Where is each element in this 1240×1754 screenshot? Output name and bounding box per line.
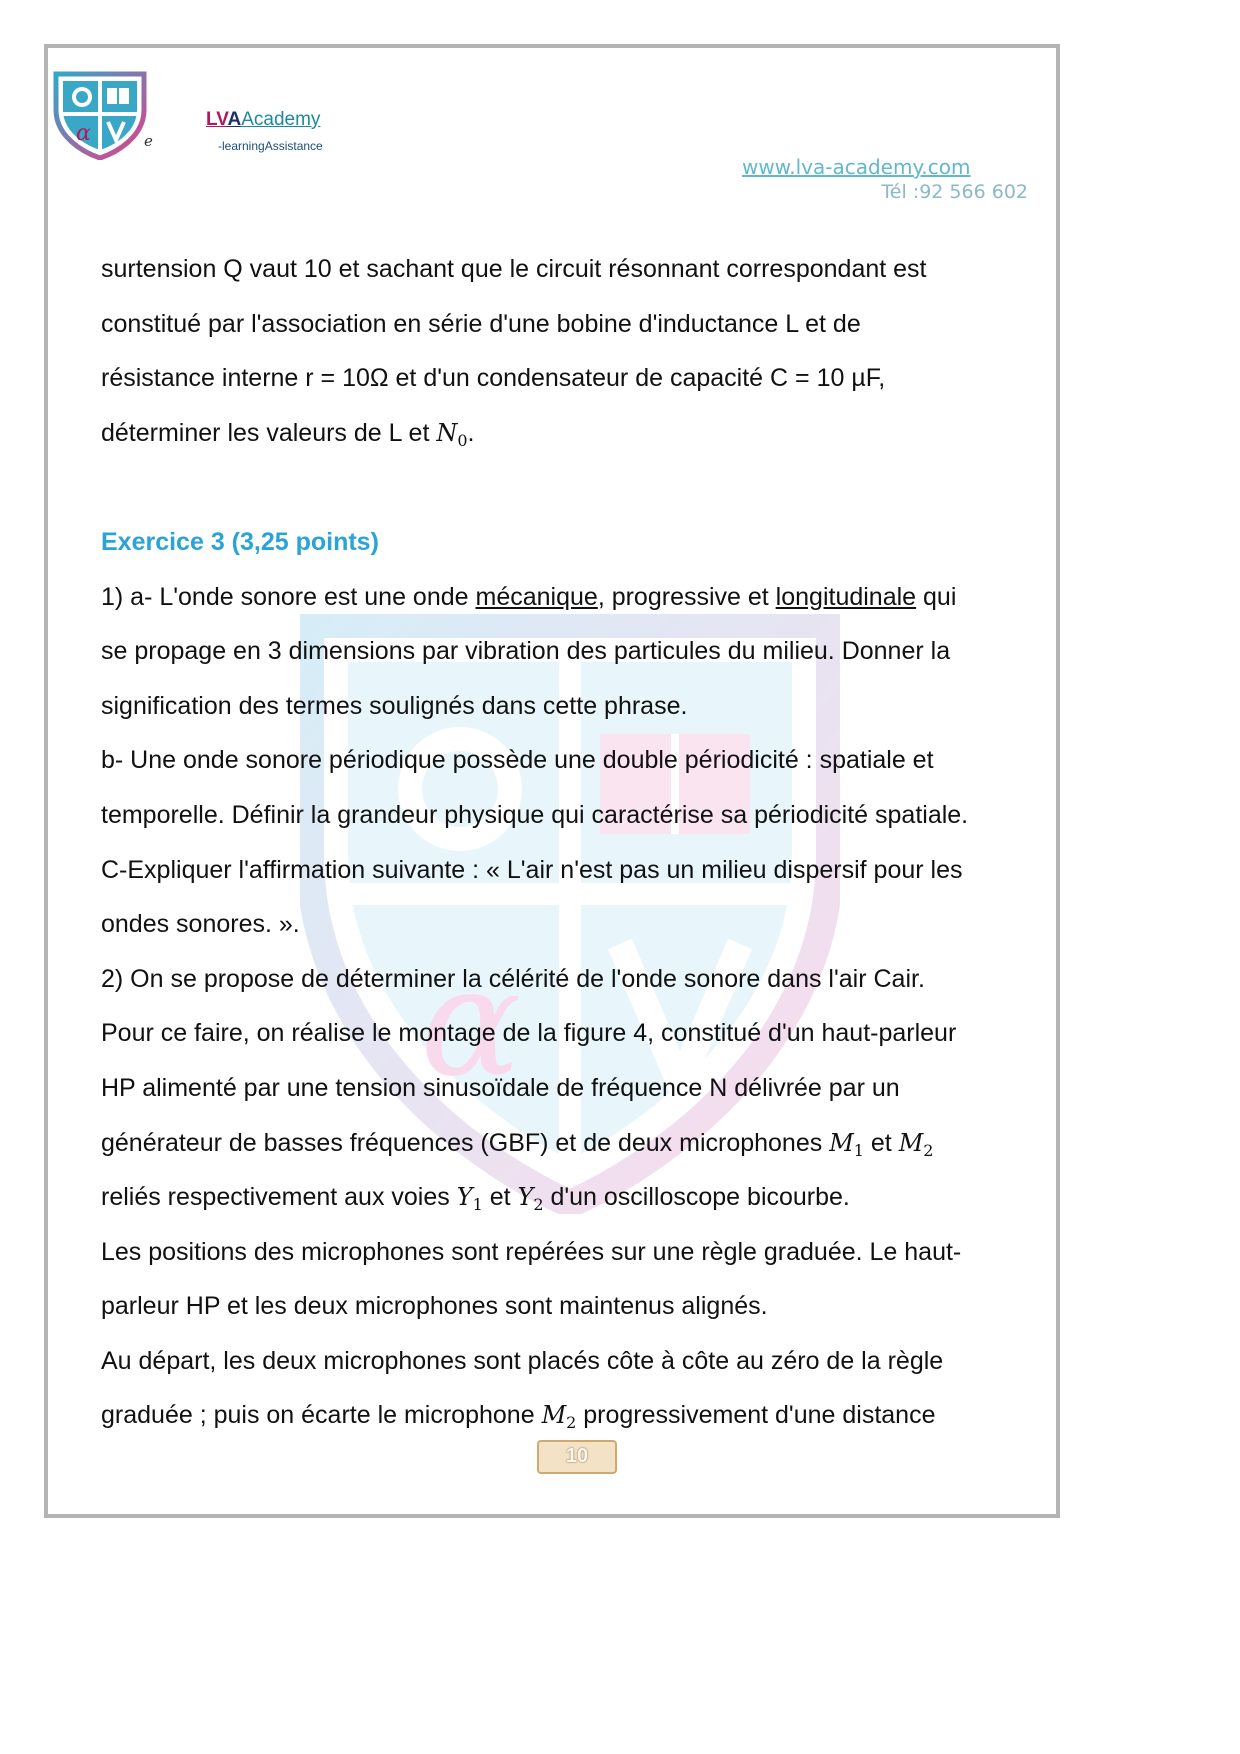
phone-number: Tél :92 566 602	[881, 181, 1028, 203]
text-line	[101, 570, 1061, 625]
math-sub: 1	[472, 1195, 483, 1215]
math-m2	[541, 1401, 577, 1433]
math-var: M	[541, 1401, 567, 1430]
text-span: , progressive et	[597, 582, 776, 611]
brand-tagline: -learningAssistance	[218, 139, 323, 153]
text-line: HP alimenté par une tension sinusoïdale de fréquence N délivrée par un	[101, 1073, 900, 1102]
text-span: graduée ; puis on écarte le microphone	[101, 1401, 542, 1430]
math-y2	[517, 1183, 544, 1215]
text-line: Au départ, les deux microphones sont placés côte à côte au zéro de la règle	[101, 1346, 944, 1375]
exercise-heading: Exercice 3 (3,25 points)	[101, 527, 379, 556]
math-sub: 0	[457, 430, 468, 450]
math-sub: 2	[923, 1140, 934, 1160]
svg-text:α: α	[76, 121, 91, 146]
math-m1	[829, 1128, 864, 1160]
website-link[interactable]: www.lva-academy.com	[742, 155, 971, 179]
math-var: Y	[456, 1183, 473, 1212]
text-line	[101, 1116, 1061, 1171]
text-line: surtension Q vaut 10 et sachant que le circuit résonnant correspondant est	[101, 255, 927, 283]
document-body	[101, 242, 1061, 1443]
text-line: Les positions des microphones sont repérées sur une règle graduée. Le haut-	[101, 1237, 962, 1266]
text-span: 1) a- L'onde sonore est une onde	[101, 582, 476, 611]
text-span: d'un oscilloscope bicourbe.	[543, 1183, 850, 1212]
text-span: qui	[916, 582, 957, 611]
text-span: progressivement d'une distance	[576, 1401, 936, 1430]
text-line	[101, 1388, 1061, 1443]
text-line: temporelle. Définir la grandeur physique qui caractérise sa périodicité spatiale.	[101, 800, 969, 829]
text-span: reliés respectivement aux voies	[101, 1183, 457, 1212]
math-m2	[898, 1128, 934, 1160]
underlined-term: longitudinale	[775, 582, 917, 611]
math-var: M	[829, 1128, 854, 1157]
text-line: 2) On se propose de déterminer la célérité de l'onde sonore dans l'air Cair.	[101, 964, 925, 993]
text-span: et	[482, 1183, 518, 1212]
text-line: se propage en 3 dimensions par vibration des particules du milieu. Donner la	[101, 637, 951, 666]
brand-name	[206, 109, 320, 131]
math-var: M	[898, 1128, 924, 1157]
text-span: générateur de basses fréquences (GBF) et de deux microphones	[101, 1128, 830, 1157]
text-span: et	[863, 1128, 899, 1157]
math-sub: 1	[853, 1140, 864, 1160]
brand-lv: LV	[206, 109, 228, 130]
underlined-term: mécanique	[475, 582, 598, 611]
brand-academy: Academy	[241, 109, 321, 130]
text-line	[101, 406, 1061, 461]
text-line: b- Une onde sonore périodique possède une double périodicité : spatiale et	[101, 746, 934, 775]
text-line	[101, 1170, 1061, 1225]
math-var: Y	[517, 1183, 534, 1212]
page-number: 10	[565, 1445, 589, 1467]
math-y1	[456, 1183, 483, 1215]
blank-line	[101, 460, 1061, 515]
math-var: N	[436, 418, 458, 447]
svg-text:α: α	[420, 936, 522, 1110]
text-line: ondes sonores. ».	[101, 910, 300, 939]
lva-logo-icon	[52, 70, 148, 160]
math-n0	[436, 418, 468, 450]
text-line: signification des termes soulignés dans cette phrase.	[101, 691, 688, 720]
text-line: constitué par l'association en série d'une bobine d'inductance L et de	[101, 309, 861, 338]
text-line: résistance interne r = 10Ω et d'un condensateur de capacité C = 10 µF,	[101, 364, 886, 393]
brand-e-mark: e	[144, 132, 153, 150]
text-line: C-Expliquer l'affirmation suivante : « L'air n'est pas un milieu dispersif pour les	[101, 855, 963, 884]
text-span: déterminer les valeurs de L et	[101, 418, 437, 447]
math-sub: 2	[533, 1195, 544, 1215]
text-span: .	[467, 418, 475, 447]
brand-a: A	[227, 109, 242, 130]
text-line: Pour ce faire, on réalise le montage de la figure 4, constitué d'un haut-parleur	[101, 1019, 957, 1048]
text-line: parleur HP et les deux microphones sont maintenus alignés.	[101, 1292, 768, 1321]
math-sub: 2	[566, 1413, 577, 1433]
